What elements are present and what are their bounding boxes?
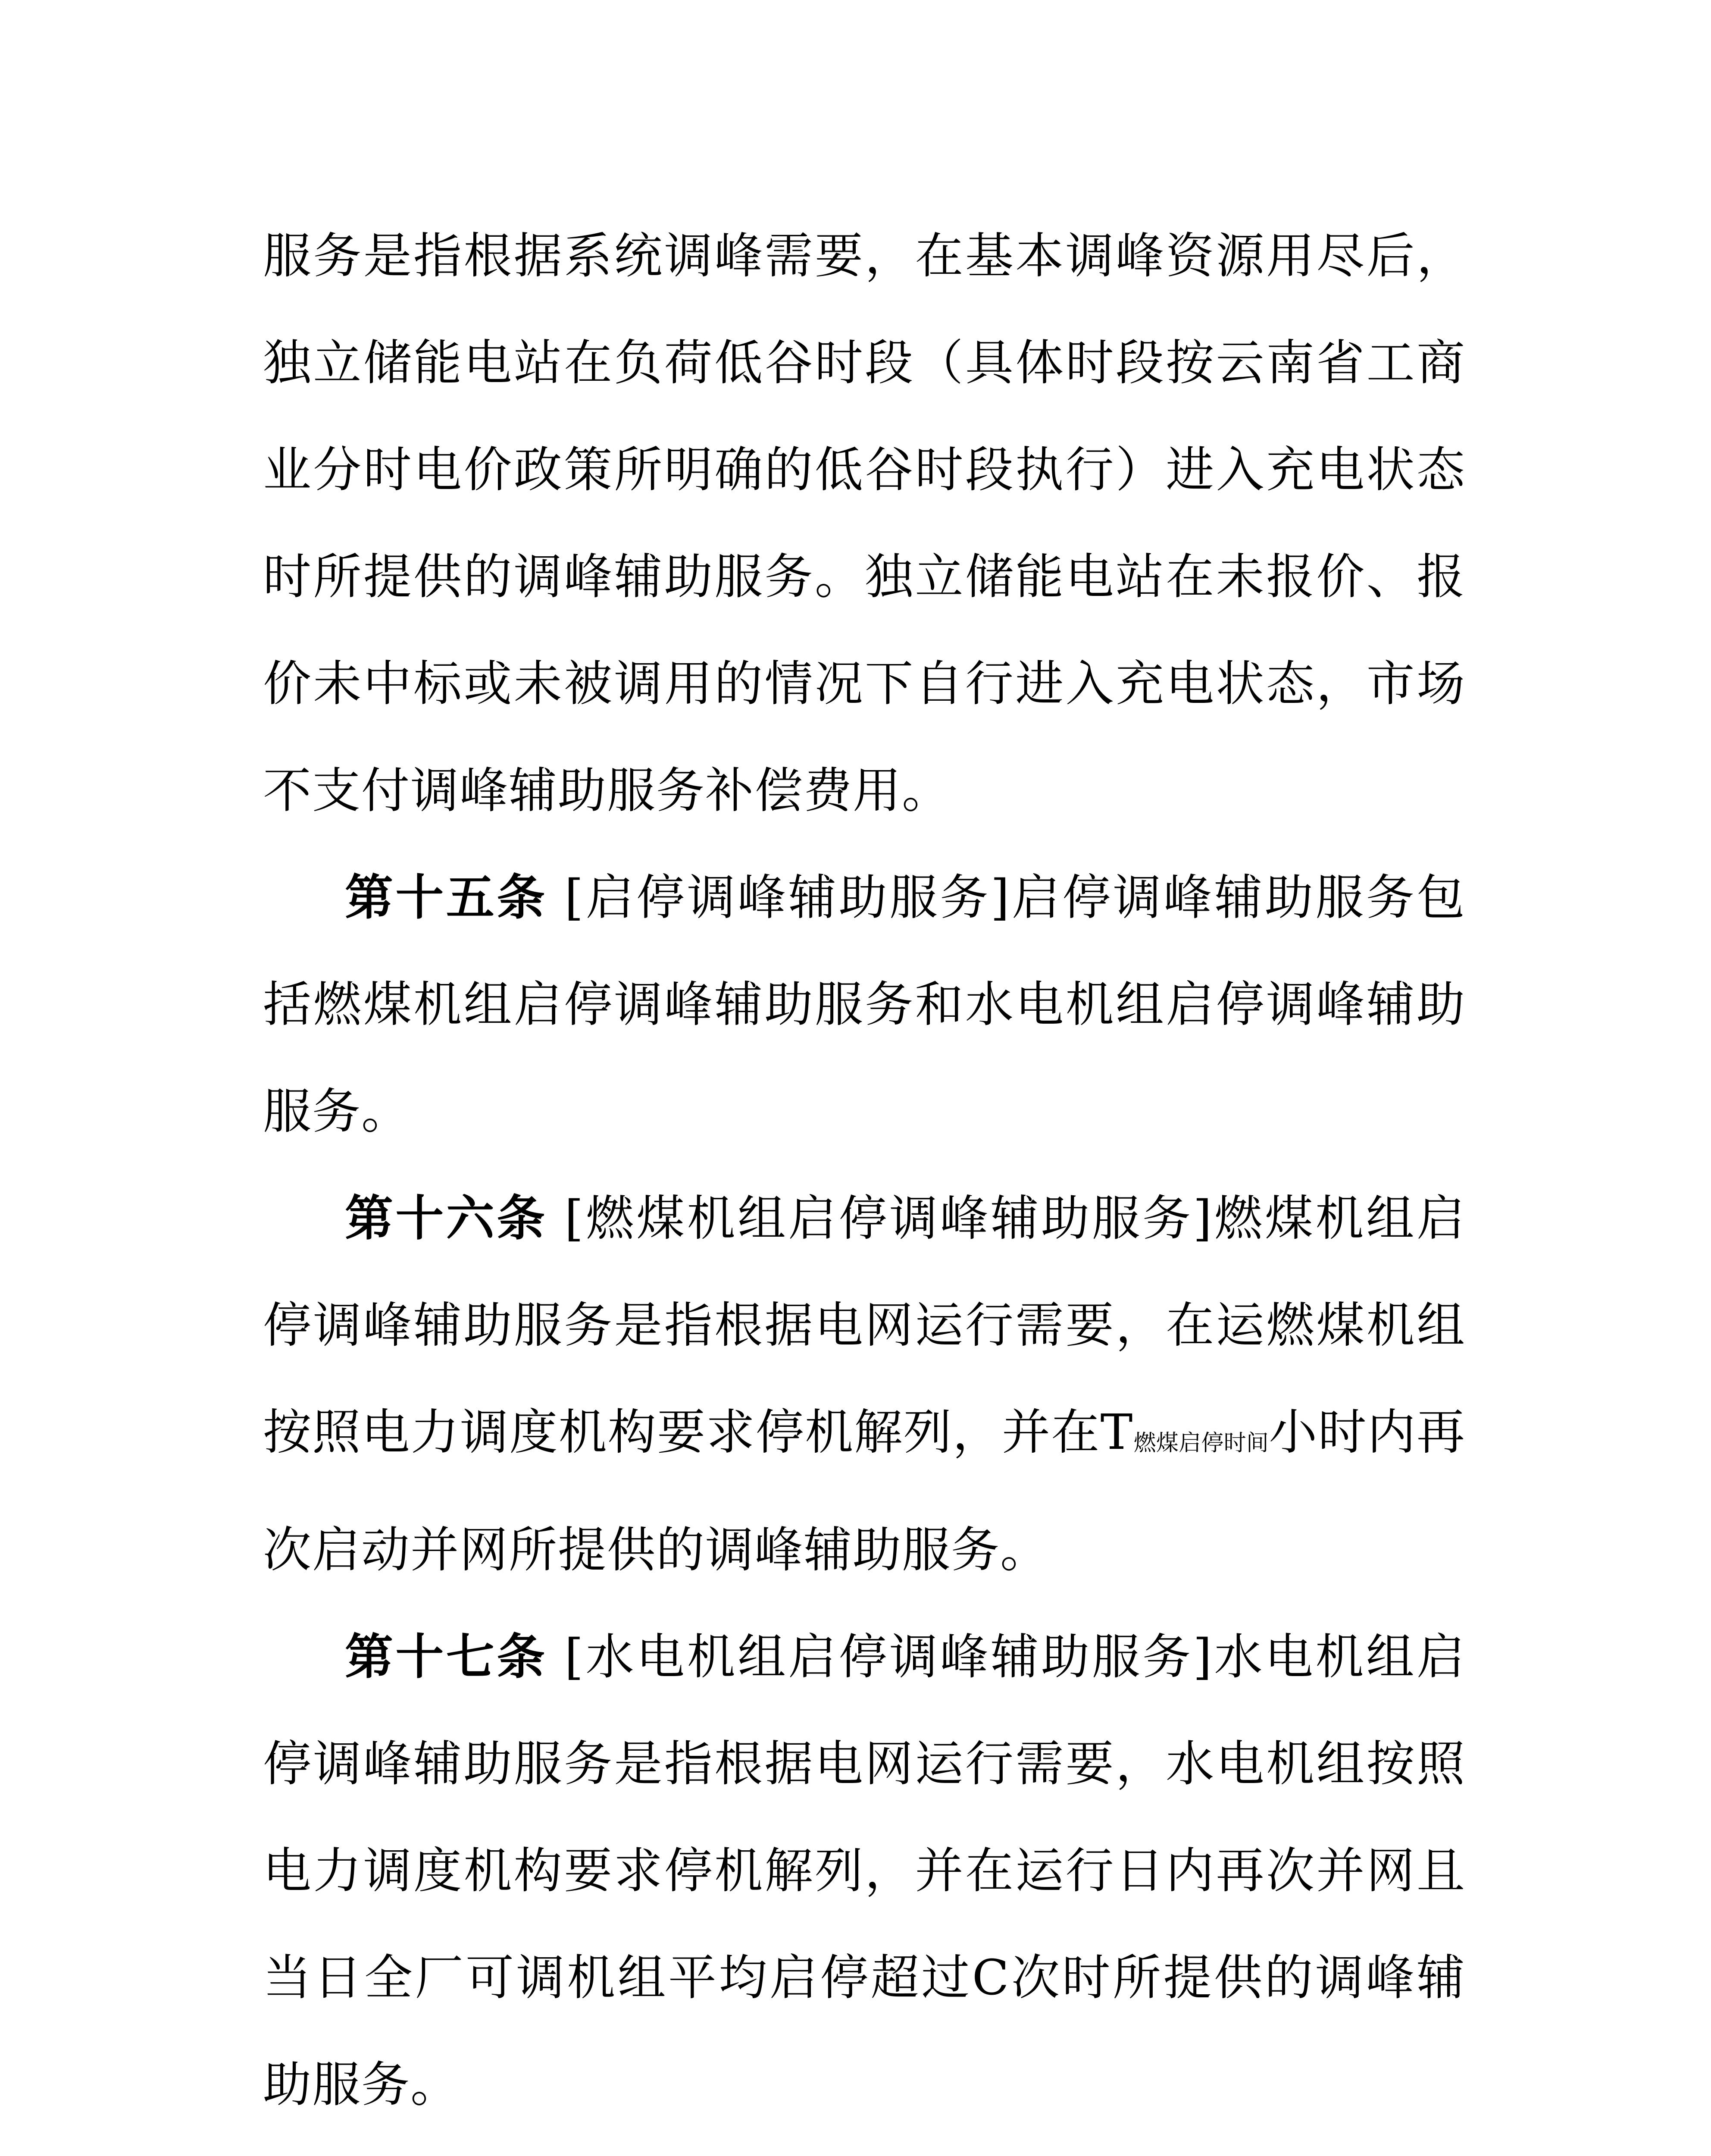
article-text: [燃煤机组启停调峰辅助服务]燃煤机组启停调峰辅助服务是指根据电网运行需要，在运燃煤机组按照电力调度机构要求停机解列，并在T	[263, 1191, 1466, 1460]
article-number: 第十六条	[345, 1191, 547, 1247]
article-text-continued: 小时内再次启动并网所提供的调峰辅助服务。	[263, 1404, 1466, 1578]
article-text: [启停调峰辅助服务]启停调峰辅助服务包括燃煤机组启停调峰辅助服务和水电机组启停调峰辅助服务。	[263, 870, 1466, 1140]
paragraph-text: 服务是指根据系统调峰需要，在基本调峰资源用尽后，独立储能电站在负荷低谷时段（具体时段按云南省工商业分时电价政策所明确的低谷时段执行）进入充电状态时所提供的调峰辅助服务。独立储能电站在未报价、报价未中标或未被调用的情况下自行进入充电状态，市场不支付调峰辅助服务补偿费用。	[263, 228, 1466, 819]
body-text	[263, 203, 1466, 2156]
article-17	[263, 1604, 1466, 2138]
article-number: 第十五条	[345, 870, 547, 926]
article-text: [水电机组启停调峰辅助服务]水电机组启停调峰辅助服务是指根据电网运行需要，水电机组按照电力调度机构要求停机解列，并在运行日内再次并网且当日全厂可调机组平均启停超过C次时所提供的调峰辅助服务。	[263, 1629, 1466, 2113]
article-15	[263, 844, 1466, 1165]
article-18	[263, 2138, 1466, 2156]
subscript-label: 燃煤启停时间	[1133, 1430, 1269, 1456]
article-16	[263, 1165, 1466, 1604]
paragraph-continuation	[263, 203, 1466, 844]
article-number: 第十七条	[345, 1629, 547, 1685]
